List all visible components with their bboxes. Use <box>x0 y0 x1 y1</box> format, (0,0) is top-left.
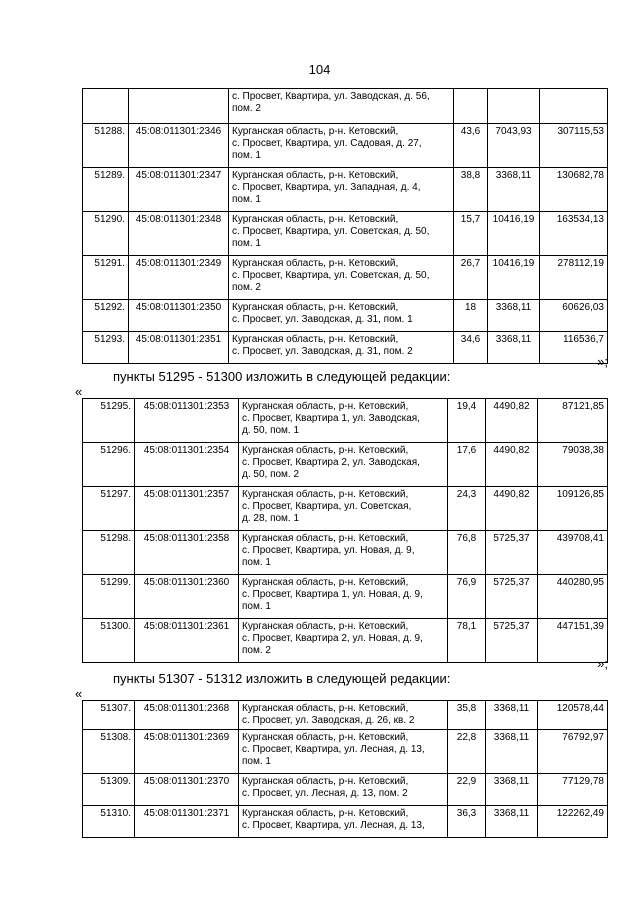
row-number-cell <box>83 89 129 124</box>
row-number-cell: 51310. <box>83 806 135 838</box>
cadastral-number-cell: 45:08:011301:2370 <box>135 774 239 806</box>
table-row <box>83 701 608 730</box>
table-row <box>83 730 608 774</box>
cadastral-value-cell: 77129,78 <box>538 774 608 806</box>
address-line: с. Просвет, Квартира 1, ул. Новая, д. 9, <box>242 589 423 600</box>
address-line: пом. 2 <box>232 282 261 293</box>
cadastral-number-cell: 45:08:011301:2368 <box>135 701 239 730</box>
section-heading: пункты 51307 - 51312 изложить в следующей редакции: <box>113 671 451 686</box>
address-line: Курганская область, р-н. Кетовский, <box>232 214 399 225</box>
address-line: с. Просвет, Квартира, ул. Садовая, д. 27, <box>232 138 422 149</box>
cadastral-price-cell: 5725,37 <box>486 575 538 619</box>
cadastral-price-cell: 4490,82 <box>486 443 538 487</box>
address-line: пом. 1 <box>232 238 261 249</box>
cadastral-price-cell: 3368,11 <box>488 300 540 332</box>
address-cell <box>239 531 448 575</box>
table-row <box>83 531 608 575</box>
table-row <box>83 399 608 443</box>
address-line: с. Просвет, Квартира, ул. Лесная, д. 13, <box>242 820 425 831</box>
row-number-cell: 51297. <box>83 487 135 531</box>
cadastral-number-cell: 45:08:011301:2347 <box>129 168 229 212</box>
table-row <box>83 443 608 487</box>
row-number-cell: 51292. <box>83 300 129 332</box>
address-cell <box>239 774 448 806</box>
cadastral-value-cell: 278112,19 <box>540 256 608 300</box>
cadastral-value-cell: 116536,7 <box>540 332 608 364</box>
address-line: д. 50, пом. 1 <box>242 425 300 436</box>
address-line: пом. 2 <box>232 103 261 114</box>
address-line: с. Просвет, Квартира 2, ул. Заводская, <box>242 457 420 468</box>
cadastral-price-cell <box>488 89 540 124</box>
cadastral-price-cell: 3368,11 <box>486 806 538 838</box>
address-line: с. Просвет, ул. Заводская, д. 26, кв. 2 <box>242 715 415 726</box>
row-number-cell: 51296. <box>83 443 135 487</box>
address-line: д. 28, пом. 1 <box>242 513 300 524</box>
address-cell <box>229 168 454 212</box>
cadastral-number-cell: 45:08:011301:2360 <box>135 575 239 619</box>
table-row <box>83 332 608 364</box>
table-row <box>83 774 608 806</box>
cadastral-number-cell: 45:08:011301:2361 <box>135 619 239 663</box>
cadastral-price-cell: 3368,11 <box>488 168 540 212</box>
area-cell: 24,3 <box>448 487 486 531</box>
address-line: Курганская область, р-н. Кетовский, <box>242 732 409 743</box>
table-row <box>83 256 608 300</box>
address-cell <box>239 487 448 531</box>
table-body <box>83 399 608 663</box>
address-line: Курганская область, р-н. Кетовский, <box>242 533 409 544</box>
address-cell <box>229 89 454 124</box>
address-line: Курганская область, р-н. Кетовский, <box>242 401 409 412</box>
area-cell: 15,7 <box>454 212 488 256</box>
cadastral-price-cell: 5725,37 <box>486 619 538 663</box>
address-line: Курганская область, р-н. Кетовский, <box>232 302 399 313</box>
address-cell <box>239 730 448 774</box>
row-number-cell: 51295. <box>83 399 135 443</box>
address-line: с. Просвет, Квартира, ул. Советская, <box>242 501 412 512</box>
address-line: пом. 1 <box>232 194 261 205</box>
address-line: Курганская область, р-н. Кетовский, <box>232 126 399 137</box>
cadastral-number-cell: 45:08:011301:2351 <box>129 332 229 364</box>
opening-quote: « <box>75 384 83 399</box>
registry-table-1 <box>82 88 608 364</box>
cadastral-number-cell: 45:08:011301:2358 <box>135 531 239 575</box>
address-cell <box>229 300 454 332</box>
address-line: Курганская область, р-н. Кетовский, <box>242 703 409 714</box>
row-number-cell: 51288. <box>83 124 129 168</box>
cadastral-number-cell: 45:08:011301:2350 <box>129 300 229 332</box>
closing-quote: »; <box>597 354 608 369</box>
address-line: с. Просвет, Квартира, ул. Западная, д. 4, <box>232 182 421 193</box>
cadastral-value-cell: 122262,49 <box>538 806 608 838</box>
table-row <box>83 487 608 531</box>
address-cell <box>239 443 448 487</box>
area-cell: 34,6 <box>454 332 488 364</box>
cadastral-price-cell: 3368,11 <box>488 332 540 364</box>
area-cell: 17,6 <box>448 443 486 487</box>
cadastral-value-cell: 130682,78 <box>540 168 608 212</box>
row-number-cell: 51293. <box>83 332 129 364</box>
address-line: пом. 1 <box>242 601 271 612</box>
cadastral-number-cell: 45:08:011301:2357 <box>135 487 239 531</box>
row-number-cell: 51290. <box>83 212 129 256</box>
address-cell <box>229 124 454 168</box>
area-cell: 35,8 <box>448 701 486 730</box>
address-cell <box>239 701 448 730</box>
table-row <box>83 619 608 663</box>
address-line: Курганская область, р-н. Кетовский, <box>232 334 399 345</box>
cadastral-number-cell: 45:08:011301:2346 <box>129 124 229 168</box>
area-cell: 22,9 <box>448 774 486 806</box>
address-cell <box>239 575 448 619</box>
registry-table-3 <box>82 700 608 838</box>
address-cell <box>229 256 454 300</box>
cadastral-value-cell: 87121,85 <box>538 399 608 443</box>
address-cell <box>239 806 448 838</box>
address-line: с. Просвет, ул. Заводская, д. 31, пом. 1 <box>232 314 413 325</box>
row-number-cell: 51308. <box>83 730 135 774</box>
address-line: Курганская область, р-н. Кетовский, <box>232 170 399 181</box>
address-cell <box>239 399 448 443</box>
cadastral-price-cell: 4490,82 <box>486 487 538 531</box>
address-line: Курганская область, р-н. Кетовский, <box>242 577 409 588</box>
address-cell <box>229 212 454 256</box>
cadastral-price-cell: 7043,93 <box>488 124 540 168</box>
cadastral-value-cell: 440280,95 <box>538 575 608 619</box>
cadastral-number-cell: 45:08:011301:2369 <box>135 730 239 774</box>
cadastral-number-cell: 45:08:011301:2353 <box>135 399 239 443</box>
cadastral-number-cell: 45:08:011301:2349 <box>129 256 229 300</box>
cadastral-price-cell: 10416,19 <box>488 212 540 256</box>
address-line: пом. 1 <box>232 150 261 161</box>
area-cell: 36,3 <box>448 806 486 838</box>
cadastral-value-cell: 109126,85 <box>538 487 608 531</box>
table-row <box>83 300 608 332</box>
cadastral-value-cell: 120578,44 <box>538 701 608 730</box>
row-number-cell: 51291. <box>83 256 129 300</box>
address-line: с. Просвет, Квартира, ул. Новая, д. 9, <box>242 545 415 556</box>
table-row <box>83 124 608 168</box>
address-cell <box>239 619 448 663</box>
address-line: с. Просвет, Квартира, ул. Советская, д. 50, <box>232 226 430 237</box>
address-line: с. Просвет, Квартира, ул. Лесная, д. 13, <box>242 744 425 755</box>
address-line: Курганская область, р-н. Кетовский, <box>242 489 409 500</box>
area-cell: 19,4 <box>448 399 486 443</box>
address-line: Курганская область, р-н. Кетовский, <box>242 445 409 456</box>
address-line: с. Просвет, ул. Лесная, д. 13, пом. 2 <box>242 788 408 799</box>
cadastral-price-cell: 3368,11 <box>486 730 538 774</box>
row-number-cell: 51309. <box>83 774 135 806</box>
area-cell: 26,7 <box>454 256 488 300</box>
address-cell <box>229 332 454 364</box>
cadastral-price-cell: 3368,11 <box>486 701 538 730</box>
cadastral-number-cell <box>129 89 229 124</box>
opening-quote: « <box>75 686 83 701</box>
cadastral-value-cell: 307115,53 <box>540 124 608 168</box>
cadastral-price-cell: 10416,19 <box>488 256 540 300</box>
area-cell <box>454 89 488 124</box>
row-number-cell: 51307. <box>83 701 135 730</box>
cadastral-price-cell: 4490,82 <box>486 399 538 443</box>
table-row <box>83 212 608 256</box>
row-number-cell: 51298. <box>83 531 135 575</box>
area-cell: 76,9 <box>448 575 486 619</box>
address-line: с. Просвет, ул. Заводская, д. 31, пом. 2 <box>232 346 413 357</box>
closing-quote: »; <box>597 656 608 671</box>
cadastral-value-cell: 79038,38 <box>538 443 608 487</box>
cadastral-value-cell: 163534,13 <box>540 212 608 256</box>
area-cell: 22,8 <box>448 730 486 774</box>
section-heading: пункты 51295 - 51300 изложить в следующей редакции: <box>113 369 451 384</box>
cadastral-price-cell: 3368,11 <box>486 774 538 806</box>
cadastral-number-cell: 45:08:011301:2354 <box>135 443 239 487</box>
table-row <box>83 168 608 212</box>
cadastral-value-cell <box>540 89 608 124</box>
cadastral-value-cell: 447151,39 <box>538 619 608 663</box>
row-number-cell: 51300. <box>83 619 135 663</box>
address-line: пом. 1 <box>242 557 271 568</box>
address-line: пом. 1 <box>242 756 271 767</box>
table-row <box>83 806 608 838</box>
table-row <box>83 89 608 124</box>
area-cell: 43,6 <box>454 124 488 168</box>
area-cell: 76,8 <box>448 531 486 575</box>
address-line: Курганская область, р-н. Кетовский, <box>242 621 409 632</box>
area-cell: 38,8 <box>454 168 488 212</box>
area-cell: 18 <box>454 300 488 332</box>
address-line: с. Просвет, Квартира, ул. Заводская, д. 56, <box>232 91 430 102</box>
registry-table-2 <box>82 398 608 663</box>
row-number-cell: 51289. <box>83 168 129 212</box>
table-row <box>83 575 608 619</box>
page-number: 104 <box>308 62 331 77</box>
table-body <box>83 701 608 838</box>
cadastral-number-cell: 45:08:011301:2371 <box>135 806 239 838</box>
cadastral-value-cell: 60626,03 <box>540 300 608 332</box>
cadastral-value-cell: 76792,97 <box>538 730 608 774</box>
address-line: с. Просвет, Квартира 2, ул. Новая, д. 9, <box>242 633 423 644</box>
cadastral-value-cell: 439708,41 <box>538 531 608 575</box>
area-cell: 78,1 <box>448 619 486 663</box>
address-line: Курганская область, р-н. Кетовский, <box>242 776 409 787</box>
address-line: Курганская область, р-н. Кетовский, <box>242 808 409 819</box>
row-number-cell: 51299. <box>83 575 135 619</box>
address-line: с. Просвет, Квартира 1, ул. Заводская, <box>242 413 420 424</box>
address-line: д. 50, пом. 2 <box>242 469 300 480</box>
cadastral-number-cell: 45:08:011301:2348 <box>129 212 229 256</box>
address-line: пом. 2 <box>242 645 271 656</box>
address-line: Курганская область, р-н. Кетовский, <box>232 258 399 269</box>
address-line: с. Просвет, Квартира, ул. Советская, д. 50, <box>232 270 430 281</box>
table-body <box>83 89 608 364</box>
cadastral-price-cell: 5725,37 <box>486 531 538 575</box>
